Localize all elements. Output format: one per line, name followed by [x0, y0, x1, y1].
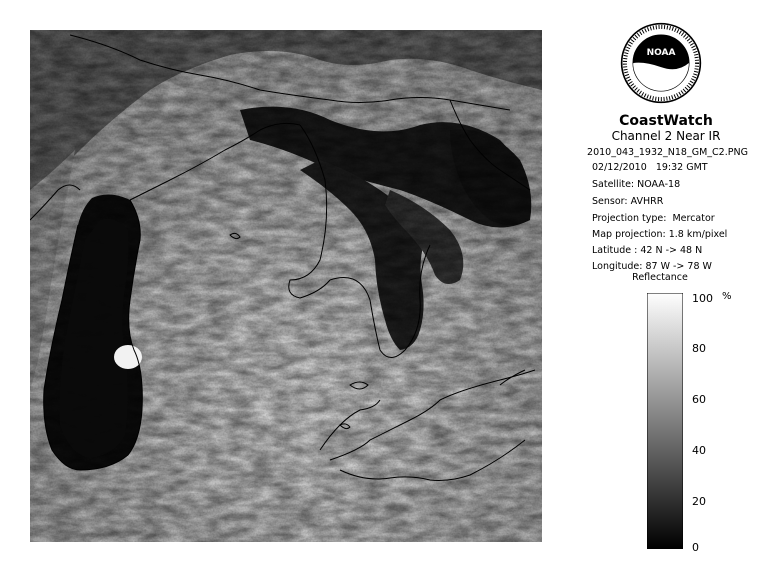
- app-title: CoastWatch: [619, 113, 713, 129]
- latitude-label: Latitude : 42 N -> 48 N: [592, 245, 703, 256]
- legend-tick-100: 100: [692, 292, 713, 305]
- legend-tick-20: 20: [692, 495, 706, 508]
- legend-tick-40: 40: [692, 444, 706, 457]
- legend-tick-0: 0: [692, 541, 699, 554]
- reflectance-colorbar: [647, 293, 683, 549]
- legend-tick-80: 80: [692, 342, 706, 355]
- projection-type-label: Projection type: Mercator: [592, 213, 715, 224]
- legend-unit: %: [722, 291, 732, 302]
- map-projection-label: Map projection: 1.8 km/pixel: [592, 229, 728, 240]
- legend-tick-60: 60: [692, 393, 706, 406]
- datetime-label: 02/12/2010 19:32 GMT: [592, 162, 708, 173]
- filename-label: 2010_043_1932_N18_GM_C2.PNG: [587, 147, 748, 158]
- satellite-image: [30, 30, 542, 542]
- longitude-label: Longitude: 87 W -> 78 W: [592, 261, 712, 272]
- logo-text: NOAA: [646, 47, 676, 58]
- satellite-label: Satellite: NOAA-18: [592, 179, 681, 190]
- noaa-logo: [620, 22, 702, 104]
- channel-subtitle: Channel 2 Near IR: [611, 129, 721, 143]
- sensor-label: Sensor: AVHRR: [592, 196, 664, 207]
- legend-title: Reflectance: [632, 272, 688, 283]
